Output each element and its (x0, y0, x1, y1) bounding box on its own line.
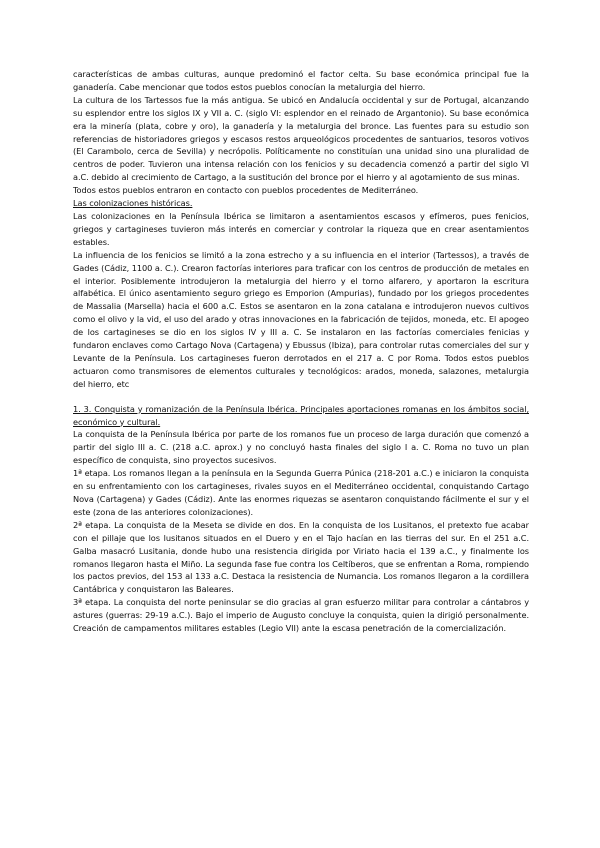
heading-colonizaciones: Las colonizaciones históricas. (73, 198, 193, 209)
paragraph-conquista-intro: La conquista de la Península Ibérica por parte de los romanos fue un proceso de larga duración que comenzó a partir del siglo III a. C. (218 a.C. aprox.) y no concluyó hasta finales del siglo I a. C. Roma no tuvo un plan específico de conquista, sino proyectos sucesivos. (73, 429, 529, 466)
section-spacer (73, 391, 529, 403)
paragraph-tartessos: La cultura de los Tartessos fue la más antigua. Se ubicó en Andalucía occidental y sur de Portugal, alcanzando su esplendor entre los siglos IX y VII a. C. (siglo VI: esplendor en el reinado de Argantonio). Su base económica era la minería (plata, cobre y oro), la ganadería y la metalurgia del bronce. Las fuentes para su estudio son referencias de historiadores griegos y escasos restos arqueológicos procedentes de santuarios, tesoros votivos (El Carambolo, cerca de Sevilla) y necrópolis. Políticamente no constituían una unidad sino una pluralidad de centros de poder. Tuvieron una intensa relación con los fenicios y su decadencia comenzó a partir del siglo VI a.C. debido al crecimiento de Cartago, a la sustitución del bronce por el hierro y al agotamiento de sus minas. (73, 94, 529, 183)
paragraph-etapa-2: 2ª etapa. La conquista de la Meseta se divide en dos. En la conquista de los Lusitanos, el pretexto fue acabar con el pillaje que los lusitanos situados en el Duero y en el Tajo hacían en las tierras del sur. En el 251 a.C. Galba masacró Lusitania, donde hubo una resistencia dirigida por Viriato hacia el 139 a.C., y finalmente los romanos llegaron hasta el Miño. La segunda fase fue contra los Celtíberos, que se enfrentan a Roma, rompiendo los pactos previos, del 153 al 133 a.C. Destaca la resistencia de Numancia. Los romanos llegaron a la cordillera Cantábrica y conquistaron las Baleares. (73, 519, 529, 595)
document-page (73, 68, 529, 635)
paragraph-celtas-conclusion: características de ambas culturas, aunque predominó el factor celta. Su base económica principal fue la ganadería. Cabe mencionar que todos estos pueblos conocían la metalurgia del hierro. (73, 69, 529, 92)
paragraph-contacto-mediterraneo: Todos estos pueblos entraron en contacto con pueblos procedentes de Mediterráneo. (73, 185, 419, 196)
paragraph-fenicios-griegos-cartagineses: La influencia de los fenicios se limitó a la zona estrecho y a su influencia en el interior (Tartessos), a través de Gades (Cádiz, 1100 a. C.). Crearon factorías interiores para traficar con los centros de producción de metales en el interior. Posiblemente introdujeron la metalurgia del hierro y el torno alfarero, y aportaron la escritura alfabética. El único asentamiento seguro griego es Emporion (Ampurias), fundado por los griegos procedentes de Massalia (Marsella) hacia el 600 a.C. Estos se asentaron en la zona catalana e introdujeron nuevos cultivos como el olivo y la vid, el uso del arado y otras innovaciones en la fabricación de tejidos, moneda, etc. El apogeo de los cartagineses se dio en los siglos IV y III a. C. Se instalaron en las factorías comerciales fenicias y fundaron enclaves como Cartago Nova (Cartagena) y Ebussus (Ibiza), para controlar rutas comerciales del sur y Levante de la Península. Los cartagineses fueron derrotados en el 217 a. C por Roma. Todos estos pueblos actuaron como transmisores de elementos culturales y tecnológicos: arados, moneda, salazones, metalurgia del hierro, etc (73, 249, 529, 389)
paragraph-etapa-3: 3ª etapa. La conquista del norte peninsular se dio gracias al gran esfuerzo militar para controlar a cántabros y astures (guerras: 29-19 a.C.). Bajo el imperio de Augusto concluye la conquista, quien la dirigió personalmente. Creación de campamentos militares estables (Legio VII) ante la escasa penetración de la comercialización. (73, 597, 529, 634)
heading-section-1-3: 1. 3. Conquista y romanización de la Península Ibérica. Principales aportaciones romanas en los ámbitos social, económico y cultural. (73, 403, 529, 427)
paragraph-colonizaciones-intro: Las colonizaciones en la Península Ibérica se limitaron a asentamientos escasos y efímeros, pues fenicios, griegos y cartagineses tuvieron más interés en comerciar y controlar la riqueza que en crear asentamientos estables. (73, 210, 529, 247)
paragraph-etapa-1: 1ª etapa. Los romanos llegan a la península en la Segunda Guerra Púnica (218-201 a.C.) e iniciaron la conquista en su enfrentamiento con los cartagineses, rivales suyos en el Mediterráneo occidental, conquistando Cartago Nova (Cartagena) y Gades (Cádiz). Ante las enormes riquezas se asentaron conquistando fácilmente el sur y el este (zona de las anteriores colonizaciones). (73, 468, 529, 517)
